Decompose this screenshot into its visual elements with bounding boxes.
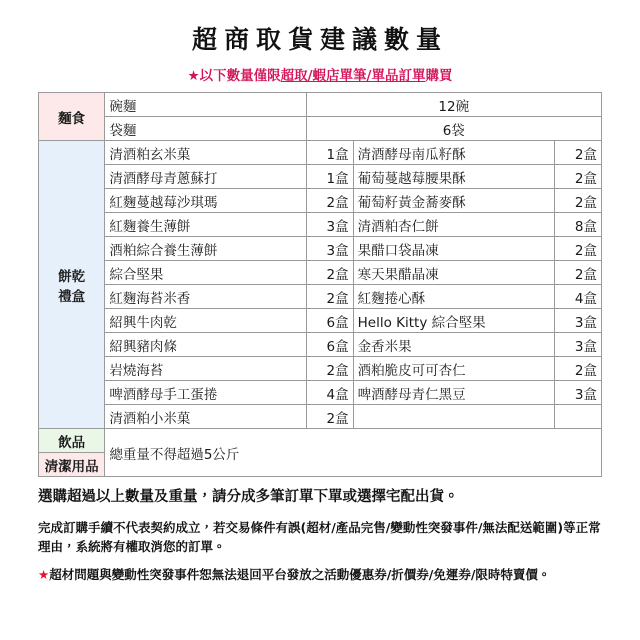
item-name: 紹興牛肉乾 — [105, 309, 306, 333]
item-name: 綜合堅果 — [105, 261, 306, 285]
item-qty: 2盒 — [554, 165, 601, 189]
category-snack-line2: 禮盒 — [58, 288, 86, 305]
subtitle-underline: 超取/蝦店單筆/單品訂單 — [280, 68, 426, 84]
item-name: 清酒粕杏仁餅 — [353, 213, 554, 237]
table-row — [39, 261, 602, 285]
item-name: Hello Kitty 綜合堅果 — [353, 309, 554, 333]
item-name: 酒粕綜合養生薄餅 — [105, 237, 306, 261]
note-main: 選購超過以上數量及重量，請分成多筆訂單下單或選擇宅配出貨。 — [38, 489, 459, 505]
item-qty: 3盒 — [306, 237, 353, 261]
table-row — [39, 165, 602, 189]
table-row — [39, 237, 602, 261]
item-name: 葡萄籽黃金蕎麥酥 — [353, 189, 554, 213]
table-row — [39, 381, 602, 405]
item-qty: 2盒 — [554, 261, 601, 285]
item-name: 金香米果 — [353, 333, 554, 357]
star-icon: ★ — [187, 68, 200, 84]
item-qty: 2盒 — [306, 405, 353, 429]
item-name — [353, 405, 554, 429]
table-row — [39, 309, 602, 333]
item-name: 紅麴蔓越莓沙琪瑪 — [105, 189, 306, 213]
item-qty — [554, 405, 601, 429]
item-qty: 2盒 — [554, 357, 601, 381]
item-qty: 1盒 — [306, 141, 353, 165]
item-qty: 3盒 — [306, 213, 353, 237]
item-name: 清酒粕玄米菓 — [105, 141, 306, 165]
note-warning-text: 超材問題與變動性突發事件恕無法退回平台發放之活動優惠券/折價券/免運券/限時特賣價。 — [49, 566, 551, 582]
item-qty: 3盒 — [554, 333, 601, 357]
table-row — [39, 405, 602, 429]
item-name: 果醋口袋晶凍 — [353, 237, 554, 261]
item-qty: 2盒 — [306, 261, 353, 285]
item-name: 紹興豬肉條 — [105, 333, 306, 357]
item-name: 紅麴養生薄餅 — [105, 213, 306, 237]
subtitle-prefix: 以下數量僅限 — [199, 68, 281, 84]
item-qty: 4盒 — [554, 285, 601, 309]
table-row — [39, 141, 602, 165]
table-row — [39, 213, 602, 237]
item-name: 岩燒海苔 — [105, 357, 306, 381]
item-qty: 12碗 — [306, 93, 601, 117]
item-qty: 4盒 — [306, 381, 353, 405]
item-name: 碗麵 — [105, 93, 306, 117]
item-qty: 2盒 — [554, 141, 601, 165]
table-row — [39, 429, 602, 453]
star-icon: ★ — [38, 566, 50, 582]
item-qty: 2盒 — [306, 357, 353, 381]
table-row — [39, 117, 602, 141]
item-qty: 2盒 — [306, 189, 353, 213]
item-name: 清酒酵母青蔥蘇打 — [105, 165, 306, 189]
item-qty: 6盒 — [306, 333, 353, 357]
quantity-table — [38, 92, 602, 477]
item-name: 啤酒酵母手工蛋捲 — [105, 381, 306, 405]
item-qty: 3盒 — [554, 309, 601, 333]
item-name: 紅麴捲心酥 — [353, 285, 554, 309]
item-name: 酒粕脆皮可可杏仁 — [353, 357, 554, 381]
item-qty: 2盒 — [554, 237, 601, 261]
subtitle-suffix: 購買 — [425, 68, 453, 84]
item-qty: 6盒 — [306, 309, 353, 333]
table-row — [39, 189, 602, 213]
item-name: 寒天果醋晶凍 — [353, 261, 554, 285]
item-qty: 6袋 — [306, 117, 601, 141]
item-name: 袋麵 — [105, 117, 306, 141]
item-qty: 8盒 — [554, 213, 601, 237]
item-name: 清酒酵母南瓜籽酥 — [353, 141, 554, 165]
note-warning — [38, 565, 602, 584]
category-drink: 飲品 — [39, 429, 105, 453]
item-name: 啤酒酵母青仁黑豆 — [353, 381, 554, 405]
category-snack — [39, 141, 105, 429]
table-row — [39, 285, 602, 309]
table-row — [39, 357, 602, 381]
page-subtitle — [18, 64, 622, 84]
table-row — [39, 333, 602, 357]
item-name: 紅麴海苔米香 — [105, 285, 306, 309]
category-snack-line1: 餅乾 — [58, 268, 86, 285]
weight-note: 總重量不得超過5公斤 — [105, 429, 602, 477]
page-title: 超商取貨建議數量 — [191, 25, 448, 54]
item-qty: 2盒 — [306, 285, 353, 309]
item-name: 清酒粕小米菓 — [105, 405, 306, 429]
item-qty: 2盒 — [554, 189, 601, 213]
category-clean: 清潔用品 — [39, 453, 105, 477]
item-qty: 1盒 — [306, 165, 353, 189]
item-name: 葡萄蔓越莓腰果酥 — [353, 165, 554, 189]
category-noodle: 麵食 — [39, 93, 105, 141]
note-sub: 完成訂購手續不代表契約成立，若交易條件有誤(超材/產品完售/變動性突發事件/無法配送範圍)等正常理由，系統將有權取消您的訂單。 — [38, 519, 601, 555]
item-qty: 3盒 — [554, 381, 601, 405]
table-row — [39, 93, 602, 117]
